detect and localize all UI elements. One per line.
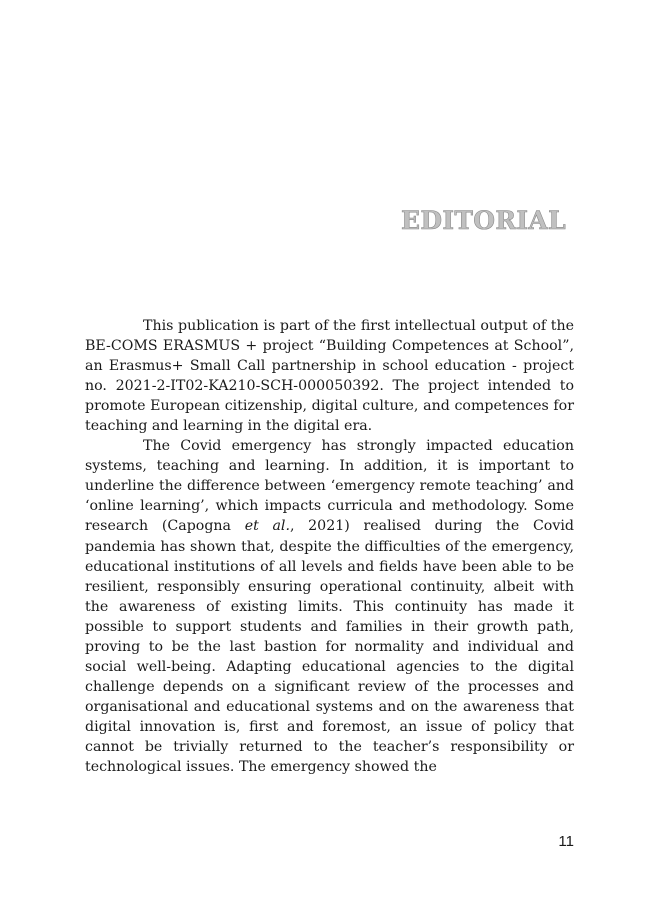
paragraph-covid xyxy=(85,436,574,777)
paragraph-covid-text-start: The Covid emergency has strongly impacted education systems, teaching and learning. In addition, it is important to underline the difference between ‘emergency remote teaching’ and ‘online learning’, which impacts curricula and methodology. Some research (Capogna xyxy=(85,438,574,535)
paragraph-intro-text: This publication is part of the first intellectual output of the BE-COMS ERASMUS + project “Building Competences at School”, an Erasmus+ Small Call partnership in school education - project no. 2021-2-IT02-KA210-SCH-000050392. The project intended to promote European citizenship, digital culture, and competences for teaching and learning in the digital era. xyxy=(85,318,574,435)
paragraph-intro xyxy=(85,316,574,436)
page-number: 11 xyxy=(558,833,574,850)
section-heading: EDITORIAL xyxy=(401,206,566,235)
body-text xyxy=(85,316,574,777)
citation-et-al: et al. xyxy=(244,518,290,535)
paragraph-covid-text-end: , 2021) realised during the Covid pandemia has shown that, despite the difficulties of the emergency, educational institutions of all levels and fields have been able to be resilient, responsibly ensuring operational continuity, albeit with the awareness of existing limits. This continuity has made it possible to support students and families in their growth path, proving to be the last bastion for normality and individual and social well-being. Adapting educational agencies to the digital challenge depends on a significant review of the processes and organisational and educational systems and on the awareness that digital innovation is, first and foremost, an issue of policy that cannot be trivially returned to the teacher’s responsibility or technological issues. The emergency showed the xyxy=(85,518,574,776)
